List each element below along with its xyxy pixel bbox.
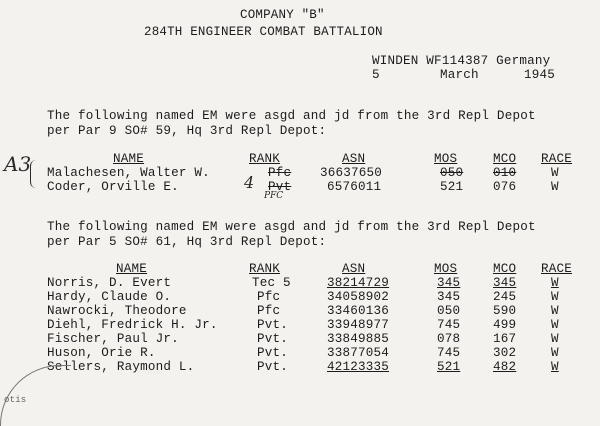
table-row-name: Hardy, Claude O.: [47, 290, 172, 304]
table-row-race: W: [551, 290, 559, 304]
col-header-rank: RANK: [249, 152, 281, 166]
table-row-mco: 302: [493, 346, 517, 360]
table-row-name: Huson, Orie R.: [47, 346, 156, 360]
col-header-asn: ASN: [342, 262, 366, 276]
margin-fragment: otis: [4, 395, 27, 405]
table-row-mos: 521: [437, 360, 461, 374]
table-row-asn: 33877054: [327, 346, 390, 360]
col-header-mco: MCO: [493, 262, 517, 276]
col-header-race: RACE: [541, 262, 573, 276]
table-row-rank: Pvt.: [257, 332, 289, 346]
col-header-name: NAME: [113, 152, 145, 166]
table-row-name: Norris, D. Evert: [47, 276, 172, 290]
table-row-mco: 076: [493, 180, 517, 194]
date-month: March: [440, 68, 479, 82]
table-row-mos: 745: [437, 346, 461, 360]
table-row-mco: 345: [493, 276, 517, 290]
table-row-race: W: [551, 304, 559, 318]
table-row-name: Malachesen, Walter W.: [47, 166, 210, 180]
col-header-asn: ASN: [342, 152, 366, 166]
table-row-race: W: [551, 276, 559, 290]
table-row-rank: Pvt: [268, 180, 292, 194]
location-line: WINDEN WF114387 Germany: [372, 54, 551, 68]
section1-intro-line1: The following named EM were asgd and jd from the 3rd Repl Depot: [47, 109, 536, 123]
table-row-mos: 050: [440, 166, 464, 180]
table-row-asn: 33849885: [327, 332, 390, 346]
table-row-race: W: [551, 180, 559, 194]
handwritten-rank-mark: 4: [244, 173, 255, 192]
col-header-mos: MOS: [434, 152, 458, 166]
table-row-name: Nawrocki, Theodore: [47, 304, 187, 318]
table-row-race: W: [551, 346, 559, 360]
section2-intro-line1: The following named EM were asgd and jd from the 3rd Repl Depot: [47, 220, 536, 234]
col-header-race: RACE: [541, 152, 573, 166]
table-row-asn: 6576011: [327, 180, 382, 194]
handwritten-margin-note: A3: [4, 152, 32, 176]
table-row-mos: 050: [437, 304, 461, 318]
date-day: 5: [372, 68, 380, 82]
col-header-mco: MCO: [493, 152, 517, 166]
battalion-heading: 284TH ENGINEER COMBAT BATTALION: [144, 25, 383, 39]
col-header-mos: MOS: [434, 262, 458, 276]
table-row-mos: 521: [440, 180, 464, 194]
table-row-asn: 42123335: [327, 360, 390, 374]
table-row-race: W: [551, 166, 559, 180]
handwritten-rank-correction: PFC: [264, 191, 284, 201]
table-row-asn: 33948977: [327, 318, 390, 332]
table-row-name: Coder, Orville E.: [47, 180, 179, 194]
section2-intro-line2: per Par 5 SO# 61, Hq 3rd Repl Depot:: [47, 235, 327, 249]
table-row-rank: Pfc: [268, 166, 292, 180]
date-year: 1945: [524, 68, 556, 82]
table-row-race: W: [551, 332, 559, 346]
table-row-name: Sellers, Raymond L.: [47, 360, 195, 374]
table-row-name: Diehl, Fredrick H. Jr.: [47, 318, 218, 332]
table-row-race: W: [551, 360, 559, 374]
section1-intro-line2: per Par 9 SO# 59, Hq 3rd Repl Depot:: [47, 124, 327, 138]
table-row-asn: 36637650: [320, 166, 383, 180]
table-row-rank: Pvt.: [257, 346, 289, 360]
col-header-rank: RANK: [249, 262, 281, 276]
table-row-mos: 345: [437, 276, 461, 290]
table-row-mco: 499: [493, 318, 517, 332]
table-row-mco: 167: [493, 332, 517, 346]
handwritten-bracket: [30, 160, 45, 188]
table-row-rank: Pvt.: [257, 318, 289, 332]
table-row-mos: 745: [437, 318, 461, 332]
table-row-rank: Pfc: [257, 290, 281, 304]
table-row-asn: 33460136: [327, 304, 390, 318]
table-row-rank: Tec 5: [252, 276, 291, 290]
col-header-name: NAME: [116, 262, 148, 276]
table-row-rank: Pfc: [257, 304, 281, 318]
table-row-mco: 482: [493, 360, 517, 374]
table-row-mco: 245: [493, 290, 517, 304]
table-row-mos: 345: [437, 290, 461, 304]
table-row-asn: 34058902: [327, 290, 390, 304]
table-row-name: Fischer, Paul Jr.: [47, 332, 179, 346]
table-row-mco: 590: [493, 304, 517, 318]
table-row-mos: 078: [437, 332, 461, 346]
company-heading: COMPANY "B": [240, 8, 325, 22]
table-row-rank: Pvt.: [257, 360, 289, 374]
table-row-race: W: [551, 318, 559, 332]
table-row-asn: 38214729: [327, 276, 390, 290]
table-row-mco: 010: [493, 166, 517, 180]
